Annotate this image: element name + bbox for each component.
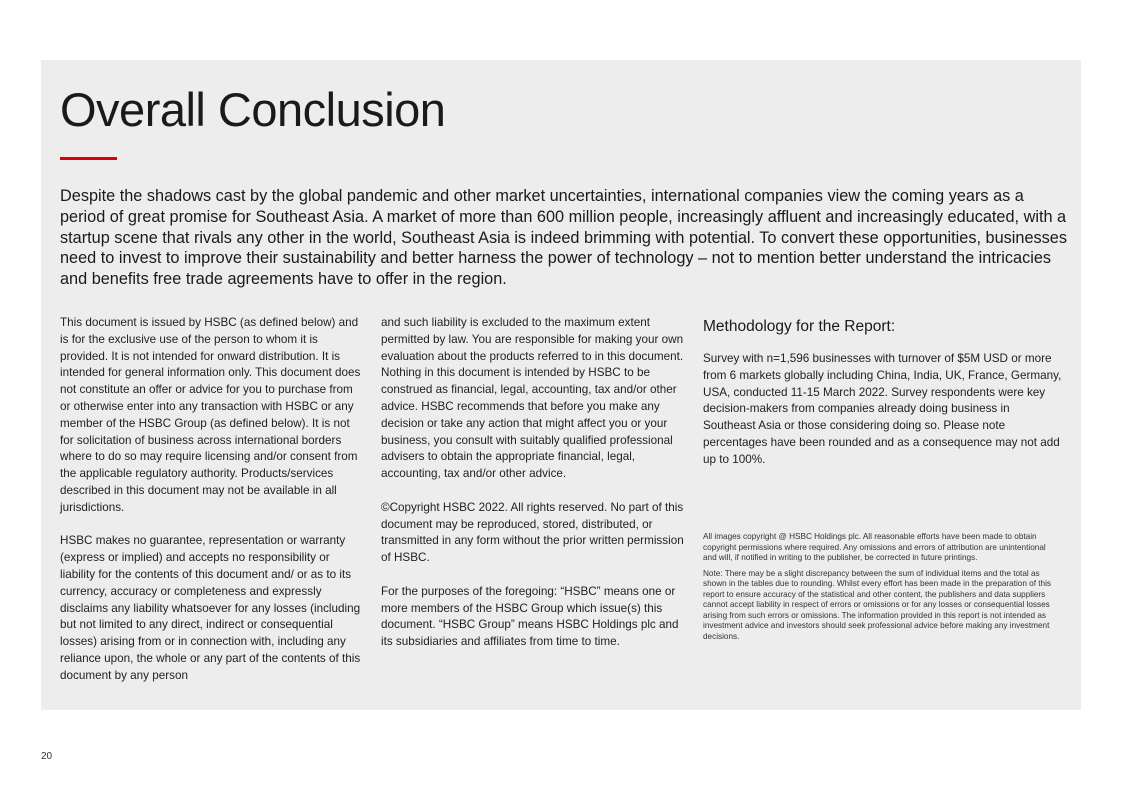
page-title: Overall Conclusion — [60, 83, 446, 136]
methodology-title: Methodology for the Report: — [703, 318, 896, 335]
disclaimer-paragraph: and such liability is excluded to the maximum extent permitted by law. You are responsible for making your own evaluation about the products referred to in this document. Nothing in this document is intended by HSBC to be construed as financial, legal, accounting, tax and/or other advice. HSBC recommends that before you make any decision or take any action that might affect you or your business, you consult with suitably qualified professional advisers to obtain the appropriate financial, legal, accounting, tax and/or other advice. — [381, 316, 684, 481]
disclaimer-paragraph: HSBC makes no guarantee, representation or warranty (express or implied) and accepts no responsibility or liability for the contents of this document and/ or as to its currency, accuracy or completeness and expressly disclaims any liability whatsoever for any losses (including but not limited to any direct, indirect or consequential losses) arising from or in connection with, including any reliance upon, the whole or any part of the contents of this document by any person — [60, 534, 361, 682]
definitions-paragraph: For the purposes of the foregoing: “HSBC” means one or more members of the HSBC Group which issue(s) this document. “HSBC Group” means HSBC Holdings plc and its subsidiaries and affiliates from time to time. — [381, 584, 679, 649]
intro-paragraph: Despite the shadows cast by the global pandemic and other market uncertainties, international companies view the coming years as a period of great promise for Southeast Asia. A market of more than 600 million people, increasingly affluent and increasingly educated, with a startup scene that rivals any other in the world, Southeast Asia is indeed brimming with potential. To convert these opportunities, businesses need to invest to improve their sustainability and better harness the power of technology – not to mention better understand the intricacies and benefits free trade agreements have to offer in the region. — [60, 187, 1067, 289]
page-number: 20 — [41, 751, 53, 762]
content-panel — [41, 60, 1081, 710]
methodology-body: Survey with n=1,596 businesses with turnover of $5M USD or more from 6 markets globally including China, India, UK, France, Germany, USA, conducted 11-15 March 2022. Survey respondents were key decision-makers from companies already doing business in Southeast Asia or those considering doing so. Please note percentages have been rounded and as a consequence may not add up to 100%. — [703, 352, 1062, 466]
copyright-paragraph: ©Copyright HSBC 2022. All rights reserved. No part of this document may be reproduced, stored, distributed, or transmitted in any form without the prior written permission of HSBC. — [381, 500, 684, 565]
footnotes — [703, 532, 1055, 647]
disclaimer-column-2 — [381, 315, 686, 668]
methodology-section — [703, 315, 1065, 485]
image-copyright-note: All images copyright @ HSBC Holdings plc. All reasonable efforts have been made to obtain copyright permissions where required. Any omissions and errors of attribution are unintentional and will, if notified in writing to the publisher, be corrected in future printings. — [703, 532, 1046, 562]
disclaimer-column-1 — [60, 315, 365, 701]
rounding-note: Note: There may be a slight discrepancy between the sum of individual items and the total as shown in the tables due to rounding. Whilst every effort has been made in the preparation of this report to ensure accuracy of the statistical and other content, the publishers and data suppliers cannot accept liability in respect of errors or omissions or for any losses or consequential losses arising from such errors or omissions. The information provided in this report is not intended as investment advice and investors should seek professional advice before making any investment decisions. — [703, 568, 1052, 641]
disclaimer-paragraph: This document is issued by HSBC (as defined below) and is for the exclusive use of the person to whom it is provided. It is not intended for onward distribution. It is intended for general information only. This document does not constitute an offer or advice for you to purchase from or otherwise enter into any transaction with HSBC or any member of the HSBC Group (as defined below). It is not for solicitation of business across international borders where to do so may require licensing and/or consent from the applicable regulatory authority. Products/services described in this document may not be available in all jurisdictions. — [60, 316, 361, 514]
title-accent-rule — [60, 157, 117, 160]
